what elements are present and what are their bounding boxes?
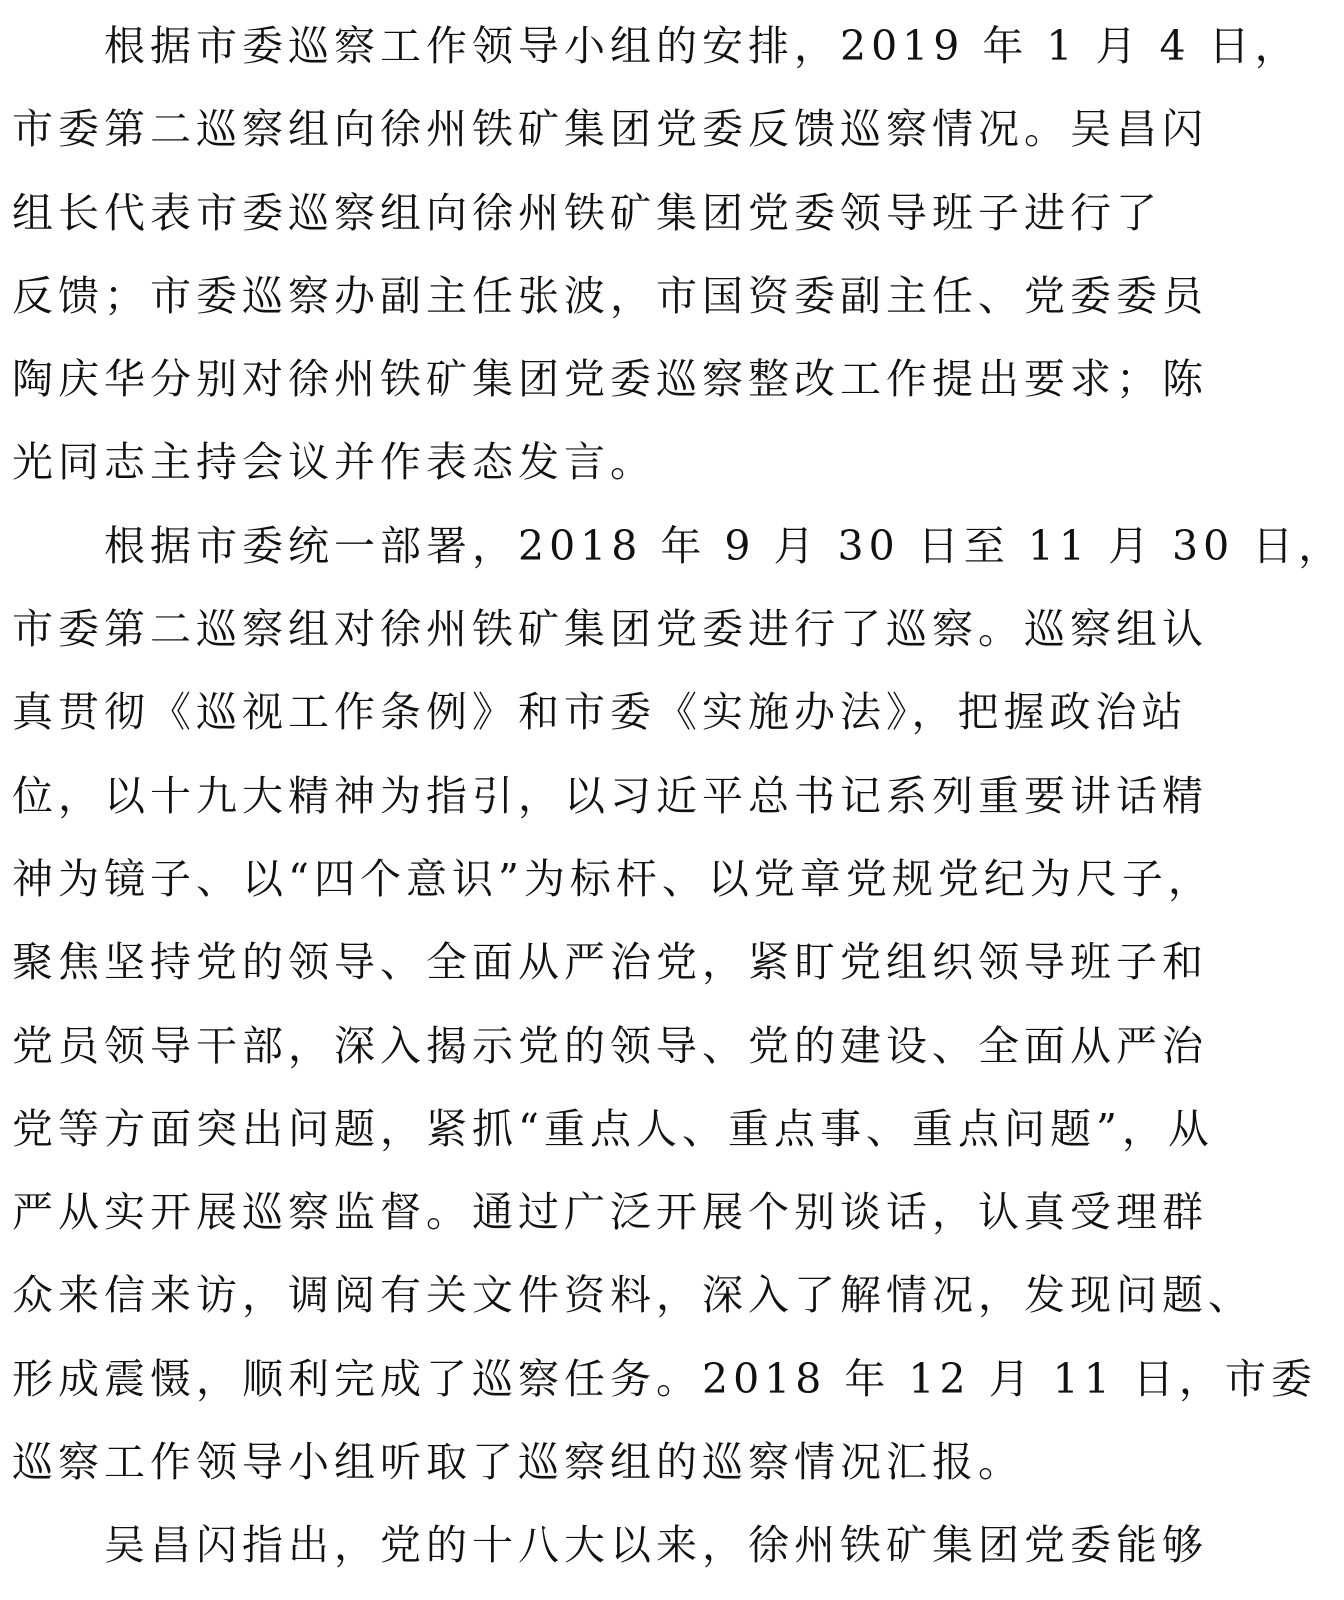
text-line: 真贯彻《巡视工作条例》和市委《实施办法》，把握政治站 [12, 688, 1188, 737]
text-line: 根据市委统一部署，2018 年 9 月 30 日至 11 月 30 日， [12, 521, 1344, 570]
text-line: 反馈；市委巡察办副主任张波，市国资委副主任、党委委员 [12, 271, 1208, 320]
text-line: 吴昌闪指出，党的十八大以来，徐州铁矿集团党委能够 [12, 1521, 1208, 1570]
paragraph-remarks [12, 1504, 1208, 1587]
text-line: 根据市委巡察工作领导小组的安排，2019 年 1 月 4 日， [12, 22, 1301, 70]
text-line: 党员领导干部，深入揭示党的领导、党的建设、全面从严治 [12, 1021, 1208, 1070]
text-line: 形成震慑，顺利完成了巡察任务。2018 年 12 月 11 日，市委 [12, 1354, 1317, 1403]
text-line: 市委第二巡察组向徐州铁矿集团党委反馈巡察情况。吴昌闪 [12, 105, 1208, 154]
paragraph-feedback [12, 5, 1301, 505]
text-line: 陶庆华分别对徐州铁矿集团党委巡察整改工作提出要求；陈 [12, 355, 1208, 404]
text-line: 聚焦坚持党的领导、全面从严治党，紧盯党组织领导班子和 [12, 938, 1208, 987]
text-line: 党等方面突出问题，紧抓“重点人、重点事、重点问题”，从 [12, 1104, 1214, 1153]
text-line: 光同志主持会议并作表态发言。 [12, 438, 656, 487]
text-line: 组长代表市委巡察组向徐州铁矿集团党委领导班子进行了 [12, 188, 1162, 237]
text-line: 市委第二巡察组对徐州铁矿集团党委进行了巡察。巡察组认 [12, 605, 1208, 654]
text-line: 神为镜子、以“四个意识”为标杆、以党章党规党纪为尺子， [12, 854, 1214, 903]
text-line: 众来信来访，调阅有关文件资料，深入了解情况，发现问题、 [12, 1271, 1254, 1320]
text-line: 位，以十九大精神为指引，以习近平总书记系列重要讲话精 [12, 771, 1208, 820]
paragraph-inspection [12, 505, 1344, 1505]
text-line: 巡察工作领导小组听取了巡察组的巡察情况汇报。 [12, 1438, 1024, 1487]
text-line: 严从实开展巡察监督。通过广泛开展个别谈话，认真受理群 [12, 1188, 1208, 1237]
